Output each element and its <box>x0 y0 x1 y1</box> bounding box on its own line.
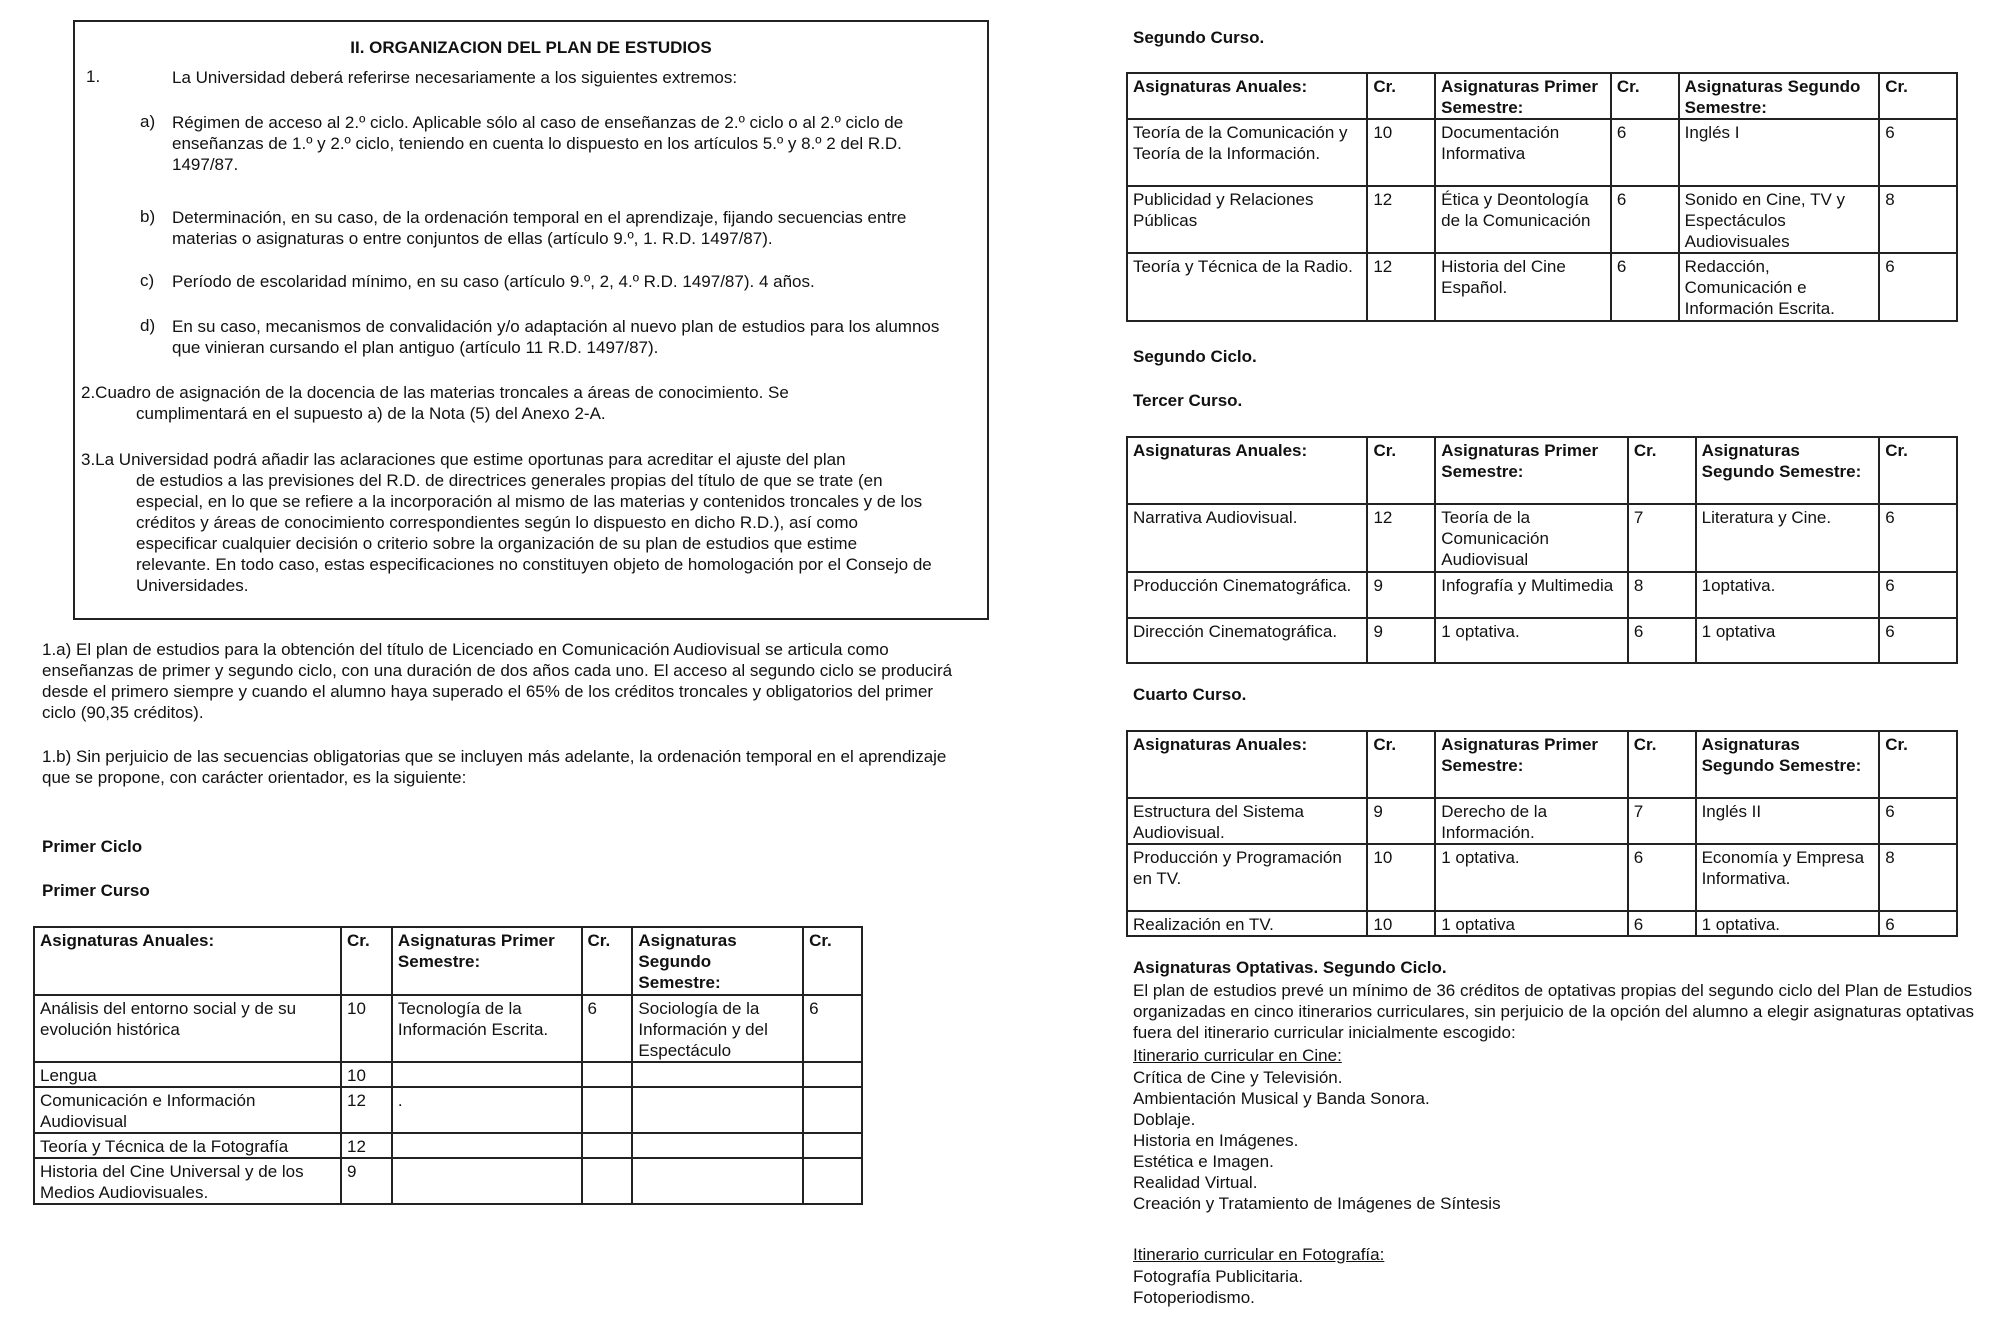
item-3-first-line: 3.La Universidad podrá añadir las aclaraciones que estime oportunas para acreditar el ajuste del plan <box>81 450 846 469</box>
table-cell: 6 <box>1879 618 1957 663</box>
table-cell: 1 optativa <box>1435 911 1628 936</box>
list-item: Historia en Imágenes. <box>1133 1131 1299 1150</box>
table-cell <box>582 1087 633 1133</box>
table-cell <box>582 1062 633 1087</box>
table-cell: 6 <box>1611 253 1679 321</box>
heading-cuarto-curso: Cuarto Curso. <box>1133 685 1247 704</box>
list-item: Creación y Tratamiento de Imágenes de Síntesis <box>1133 1194 1501 1213</box>
table-tercer-curso <box>1126 436 1958 664</box>
list-item: Realidad Virtual. <box>1133 1173 1258 1192</box>
table-cell <box>582 1158 633 1204</box>
table-cell: Ética y Deontología de la Comunicación <box>1435 186 1611 253</box>
item-2-first-line: 2.Cuadro de asignación de la docencia de las materias troncales a áreas de conocimiento. Se <box>81 383 789 402</box>
table-cell <box>392 1062 582 1087</box>
header-cell: Asignaturas Segundo Semestre: <box>632 927 803 995</box>
list-item: Fotografía Publicitaria. <box>1133 1267 1304 1286</box>
table-cell: 6 <box>1628 911 1696 936</box>
table-cell: Teoría y Técnica de la Radio. <box>1127 253 1367 321</box>
table-cell <box>803 1133 862 1158</box>
table-cell <box>392 1158 582 1204</box>
item-a-text: Régimen de acceso al 2.º ciclo. Aplicable sólo al caso de enseñanzas de 2.º ciclo o al 2.º ciclo de enseñanzas de 1.º y 2.º ciclo, teniendo en cuenta lo dispuesto en los artículos 5.º y 8.º 2 del R.D. 1497/87. <box>172 113 904 174</box>
table-cell <box>392 1133 582 1158</box>
table-cell: Economía y Empresa Informativa. <box>1696 844 1880 911</box>
table-cell: 7 <box>1628 798 1696 844</box>
table-cell: 8 <box>1879 186 1957 253</box>
table-cell: Teoría de la Comunicación y Teoría de la Información. <box>1127 119 1367 186</box>
header-cell: Asignaturas Primer Semestre: <box>1435 731 1628 798</box>
header-cell: Asignaturas Primer Semestre: <box>1435 73 1611 119</box>
header-cell: Cr. <box>1367 437 1435 504</box>
table-cell: 6 <box>803 995 862 1062</box>
heading-tercer-curso: Tercer Curso. <box>1133 391 1243 410</box>
table-row <box>1127 186 1957 253</box>
table-cell: 7 <box>1628 504 1696 572</box>
table-cell: 12 <box>341 1087 392 1133</box>
heading-primer-ciclo: Primer Ciclo <box>42 837 143 856</box>
table-cell: Lengua <box>34 1062 341 1087</box>
table-row <box>34 1087 862 1133</box>
table-cell: Realización en TV. <box>1127 911 1367 936</box>
table-cell: 6 <box>1611 119 1679 186</box>
table-cell: Inglés II <box>1696 798 1880 844</box>
table-cell: Publicidad y Relaciones Públicas <box>1127 186 1367 253</box>
header-cell: Asignaturas Segundo Semestre: <box>1679 73 1880 119</box>
table-cell: 10 <box>1367 119 1435 186</box>
table-row <box>34 1062 862 1087</box>
table-cell <box>632 1087 803 1133</box>
table-cell: 6 <box>1879 572 1957 618</box>
header-cell: Cr. <box>1628 437 1696 504</box>
table-cell: Teoría de la Comunicación Audiovisual <box>1435 504 1628 572</box>
header-cell: Cr. <box>1879 731 1957 798</box>
table-cell: Literatura y Cine. <box>1696 504 1880 572</box>
table-cell: Narrativa Audiovisual. <box>1127 504 1367 572</box>
item-c-text: Período de escolaridad mínimo, en su caso (artículo 9.º, 2, 4.º R.D. 1497/87). 4 años. <box>172 272 815 291</box>
table-cell <box>803 1087 862 1133</box>
table-cell: 1 optativa. <box>1696 911 1880 936</box>
table-cell: Infografía y Multimedia <box>1435 572 1628 618</box>
table-cell: Tecnología de la Información Escrita. <box>392 995 582 1062</box>
table-cell: 6 <box>1628 844 1696 911</box>
table-row <box>1127 119 1957 186</box>
table-cell: Sociología de la Información y del Espectáculo <box>632 995 803 1062</box>
table-cell: Estructura del Sistema Audiovisual. <box>1127 798 1367 844</box>
table-cell: 9 <box>1367 618 1435 663</box>
itinerario-foto-heading: Itinerario curricular en Fotografía: <box>1133 1245 1385 1264</box>
paragraph-1b: 1.b) Sin perjuicio de las secuencias obligatorias que se incluyen más adelante, la ordenación temporal en el aprendizaje que se propone, con carácter orientador, es la siguiente: <box>42 747 947 787</box>
table-cell: Sonido en Cine, TV y Espectáculos Audiovisuales <box>1679 186 1880 253</box>
header-cell: Asignaturas Segundo Semestre: <box>1696 731 1880 798</box>
table-cell: Redacción, Comunicación e Información Escrita. <box>1679 253 1880 321</box>
table-cell: 12 <box>1367 253 1435 321</box>
table-cell: Producción y Programación en TV. <box>1127 844 1367 911</box>
header-cell: Asignaturas Segundo Semestre: <box>1696 437 1880 504</box>
header-cell: Asignaturas Anuales: <box>34 927 341 995</box>
header-cell: Cr. <box>1367 731 1435 798</box>
table-cell <box>803 1062 862 1087</box>
table-cell <box>632 1062 803 1087</box>
header-cell: Cr. <box>1367 73 1435 119</box>
table-cell: . <box>392 1087 582 1133</box>
table-cell: 1optativa. <box>1696 572 1880 618</box>
table-cell: 8 <box>1628 572 1696 618</box>
header-cell: Cr. <box>803 927 862 995</box>
table-cell: 12 <box>1367 186 1435 253</box>
table-primer-curso <box>33 926 863 1205</box>
table-row <box>1127 504 1957 572</box>
table-row <box>34 1133 862 1158</box>
item-1-text: La Universidad deberá referirse necesariamente a los siguientes extremos: <box>172 68 738 87</box>
table-cell: 12 <box>341 1133 392 1158</box>
heading-segundo-ciclo: Segundo Ciclo. <box>1133 347 1257 366</box>
table-cell: Inglés I <box>1679 119 1880 186</box>
header-cell: Cr. <box>341 927 392 995</box>
table-cell: Historia del Cine Universal y de los Medios Audiovisuales. <box>34 1158 341 1204</box>
table-cell: 9 <box>1367 572 1435 618</box>
table-header-row <box>1127 73 1957 119</box>
item-a-letter: a) <box>140 112 156 131</box>
table-cuarto-curso <box>1126 730 1958 937</box>
heading-segundo-curso: Segundo Curso. <box>1133 28 1265 47</box>
list-item: Ambientación Musical y Banda Sonora. <box>1133 1089 1430 1108</box>
item-c-letter: c) <box>140 271 155 290</box>
item-1-number: 1. <box>86 67 101 86</box>
header-cell: Asignaturas Anuales: <box>1127 437 1367 504</box>
table-row <box>34 1158 862 1204</box>
table-cell: Teoría y Técnica de la Fotografía <box>34 1133 341 1158</box>
table-cell: 1 optativa <box>1696 618 1880 663</box>
table-header-row <box>34 927 862 995</box>
table-cell: 9 <box>1367 798 1435 844</box>
heading-primer-curso: Primer Curso <box>42 881 150 900</box>
table-cell: 10 <box>341 995 392 1062</box>
table-cell: 10 <box>1367 844 1435 911</box>
paragraph-1a: 1.a) El plan de estudios para la obtención del título de Licenciado en Comunicación Audiovisual se articula como enseñanzas de primer y segundo ciclo, con una duración de dos años cada uno. El acceso al segundo ciclo se producirá desde el primero siempre y cuando el alumno haya superado el 65% de los créditos troncales y obligatorios del primer ciclo (90,35 créditos). <box>42 640 953 722</box>
table-header-row <box>1127 731 1957 798</box>
table-cell: Dirección Cinematográfica. <box>1127 618 1367 663</box>
header-cell: Asignaturas Primer Semestre: <box>392 927 582 995</box>
table-row <box>1127 618 1957 663</box>
item-b-text: Determinación, en su caso, de la ordenación temporal en el aprendizaje, fijando secuencias entre materias o asignaturas o entre conjuntos de ellas (artículo 9.º, 1. R.D. 1497/87). <box>172 208 907 248</box>
header-cell: Asignaturas Anuales: <box>1127 731 1367 798</box>
table-cell: 6 <box>1611 186 1679 253</box>
table-cell: Análisis del entorno social y de su evolución histórica <box>34 995 341 1062</box>
section-title: II. ORGANIZACION DEL PLAN DE ESTUDIOS <box>350 38 712 57</box>
table-row <box>1127 844 1957 911</box>
table-row <box>1127 253 1957 321</box>
table-cell: 6 <box>1879 119 1957 186</box>
optativas-description: El plan de estudios prevé un mínimo de 36 créditos de optativas propias del segundo ciclo del Plan de Estudios organizadas en cinco itinerarios curriculares, sin perjuicio de la opción del alumno a elegir asignaturas optativas fuera del itinerario curricular inicialmente escogido: <box>1133 981 1975 1042</box>
item-2-rest: cumplimentará en el supuesto a) de la Nota (5) del Anexo 2-A. <box>136 404 606 423</box>
table-cell: Derecho de la Información. <box>1435 798 1628 844</box>
table-cell: 10 <box>341 1062 392 1087</box>
table-cell: Historia del Cine Español. <box>1435 253 1611 321</box>
list-item: Fotoperiodismo. <box>1133 1288 1255 1307</box>
table-cell: Producción Cinematográfica. <box>1127 572 1367 618</box>
table-cell: 10 <box>1367 911 1435 936</box>
table-cell: 1 optativa. <box>1435 618 1628 663</box>
header-cell: Asignaturas Anuales: <box>1127 73 1367 119</box>
header-cell: Cr. <box>1879 73 1957 119</box>
foto-list <box>1133 1266 1733 1308</box>
header-cell: Cr. <box>582 927 633 995</box>
table-cell <box>632 1133 803 1158</box>
table-cell: 9 <box>341 1158 392 1204</box>
table-cell: Documentación Informativa <box>1435 119 1611 186</box>
table-cell: 12 <box>1367 504 1435 572</box>
table-cell: 6 <box>1628 618 1696 663</box>
item-d-text: En su caso, mecanismos de convalidación y/o adaptación al nuevo plan de estudios para los alumnos que vinieran cursando el plan antiguo (artículo 11 R.D. 1497/87). <box>172 317 940 357</box>
table-cell: 6 <box>1879 798 1957 844</box>
table-cell: 6 <box>1879 504 1957 572</box>
table-cell: 6 <box>1879 911 1957 936</box>
cine-list <box>1133 1067 1733 1214</box>
table-row <box>1127 572 1957 618</box>
item-b-letter: b) <box>140 207 156 226</box>
heading-optativas: Asignaturas Optativas. Segundo Ciclo. <box>1133 958 1447 977</box>
list-item: Crítica de Cine y Televisión. <box>1133 1068 1343 1087</box>
table-cell: Comunicación e Información Audiovisual <box>34 1087 341 1133</box>
table-header-row <box>1127 437 1957 504</box>
table-cell: 6 <box>582 995 633 1062</box>
header-cell: Cr. <box>1628 731 1696 798</box>
header-cell: Cr. <box>1611 73 1679 119</box>
table-cell <box>632 1158 803 1204</box>
item-d-letter: d) <box>140 316 156 335</box>
table-cell: 6 <box>1879 253 1957 321</box>
table-row <box>34 995 862 1062</box>
list-item: Estética e Imagen. <box>1133 1152 1274 1171</box>
header-cell: Cr. <box>1879 437 1957 504</box>
header-cell: Asignaturas Primer Semestre: <box>1435 437 1628 504</box>
table-cell <box>803 1158 862 1204</box>
item-3-rest: de estudios a las previsiones del R.D. de directrices generales propias del título de que se trate (en especial, en lo que se refiere a la incorporación al mismo de las materias y contenidos troncales y de los créditos y áreas de conocimiento correspondientes según lo dispuesto en dicho R.D.), así como especificar cualquier decisión o criterio sobre la organización de su plan de estudios que estime relevante. En todo caso, estas especificaciones no constituyen objeto de homologación por el Consejo de Universidades. <box>136 471 932 595</box>
table-segundo-curso <box>1126 72 1958 322</box>
itinerario-cine-heading: Itinerario curricular en Cine: <box>1133 1046 1342 1065</box>
table-cell: 1 optativa. <box>1435 844 1628 911</box>
table-row <box>1127 798 1957 844</box>
list-item: Doblaje. <box>1133 1110 1196 1129</box>
table-cell: 8 <box>1879 844 1957 911</box>
table-cell <box>582 1133 633 1158</box>
table-row <box>1127 911 1957 936</box>
